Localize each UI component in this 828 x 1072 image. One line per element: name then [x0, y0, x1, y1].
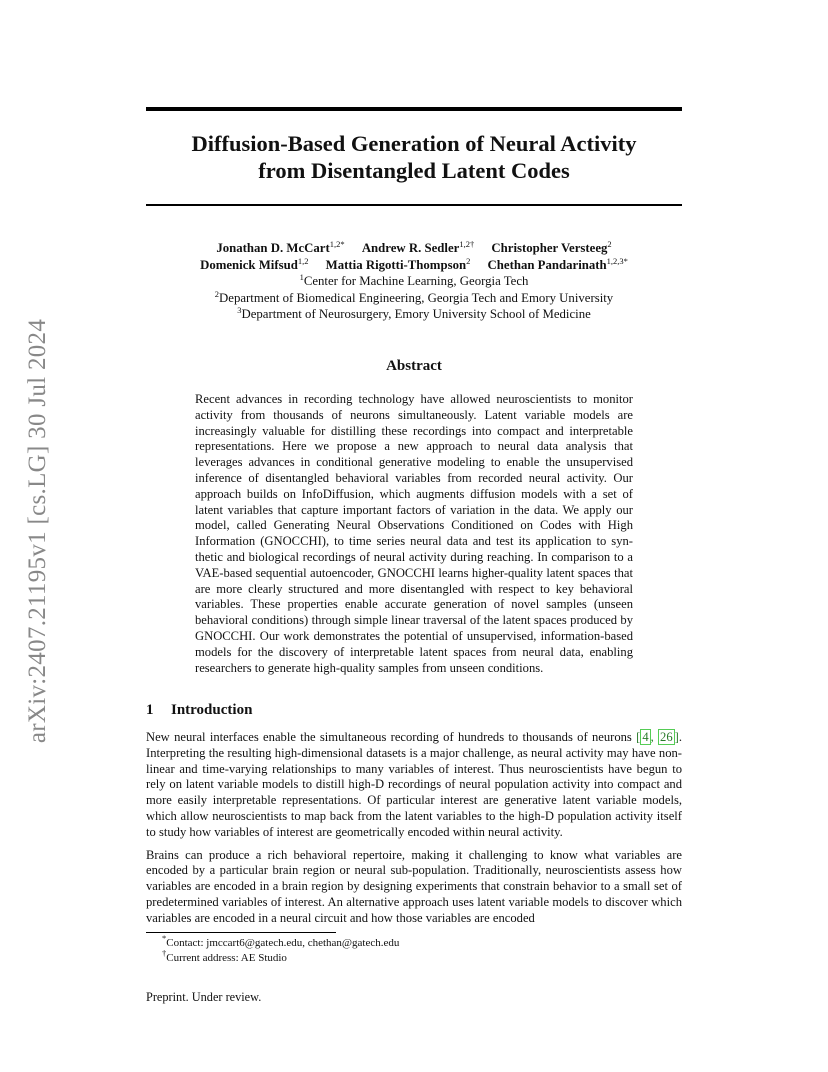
- author-name: Chethan Pandarinath: [487, 257, 607, 272]
- citation-link-26[interactable]: 26: [660, 730, 673, 744]
- section-number: 1: [146, 702, 154, 718]
- author-name: Jonathan D. McCart: [216, 241, 330, 255]
- title-rule-bottom: [146, 204, 682, 206]
- author-sup: 2: [466, 255, 471, 266]
- intro-paragraph-2: Brains can produce a rich behavioral repertoire, making it challenging to know what variables are encoded by a particular brain region or neural sub-population. Traditionally, neuroscientists assess how variables are encoded in a brain region by designing experiments that constrain behavior to a small set of predetermined variables of interest. An alternative approach uses latent variable models to discover which variables are encoded in a neural circuit and how those variables are encoded: [146, 847, 682, 925]
- author-name: Mattia Rigotti-Thompson: [325, 257, 467, 272]
- title-line-2: from Disentangled Latent Codes: [258, 158, 570, 183]
- author-sup: 1,2*: [329, 239, 345, 249]
- affiliation: $^2$Department of Biomedical Engineering, Georgia Tech and Emory University: [214, 288, 614, 305]
- author-sup: 1,2,3*: [606, 255, 628, 266]
- citation-link-4[interactable]: 4: [642, 730, 649, 744]
- affiliation: $^1$Center for Machine Learning, Georgia Tech: [299, 272, 529, 288]
- intro-paragraph-1: New neural interfaces enable the simultaneous recording of hundreds to thousands of neurons [ 4 , 26 ]. Interpreting the resulting high-dimensional datasets is a major challenge, as neural activity may have non-linear and time-varying relationships to many variables of interest. Thus neuroscientists have begun to rely on latent variable models to distill high-D recordings of neural population activity into compact and more easily interpretable representations. Of particular interest are generative latent variable models, which allow neuroscientists to map back from the latent variables to the high-D population activity itself to study how variables of interest are geometrically encoded within neural activity.: [146, 730, 682, 839]
- footnote-contact: *Contact: jmccart6@gatech.edu, chethan@gatech.edu: [162, 933, 400, 949]
- paper-title: [146, 130, 682, 184]
- citation: [ 4 , 26 ]: [636, 730, 679, 744]
- preprint-note: Preprint. Under review.: [146, 990, 262, 1004]
- abstract-heading: Abstract: [386, 358, 442, 374]
- author-sup: 1,2: [297, 255, 309, 266]
- footnote-rule: [146, 932, 336, 933]
- author-sup: 2: [607, 239, 612, 249]
- author-block: [146, 240, 682, 323]
- title-line-1: Diffusion-Based Generation of Neural Activity: [191, 131, 637, 156]
- arxiv-identifier: [18, 296, 58, 766]
- author-name: Andrew R. Sedler: [361, 241, 460, 255]
- footnotes: [146, 933, 682, 965]
- section-heading-introduction: [146, 702, 252, 719]
- title-rule-top: [146, 107, 682, 111]
- author-name: Christopher Versteeg: [491, 241, 608, 255]
- introduction-body: [146, 730, 682, 934]
- abstract-text: Recent advances in recording technology have allowed neuroscientists to monitor activity from thousands of neurons simultaneously. Latent variable models are increasingly valuable for distilling these recordings into compact and interpretable representations. Here we propose a new approach to neural data analysis that leverages advances in conditional generative modeling to enable the unsupervised inference of disentangled behavioral variables from recorded neural activity. Our approach builds on InfoDiffusion, which augments diffusion models with a set of latent variables that capture important factors of variation in the data. We apply our model, called Generating Neural Observations Conditioned on Codes with High Information (GNOCCHI), to time series neural data and test its application to synthetic and biological recordings of neural activity during reaching. In comparison to a VAE-based sequential autoencoder, GNOCCHI learns higher-quality latent spaces that are more clearly structured and more disentangled with respect to key behavioral variables. These properties enable accurate generation of novel samples (unseen behavioral conditions) through simple linear traversal of the latent spaces produced by GNOCCHI. Our work demonstrates the potential of unsupervised, information-based models for the discovery of interpretable latent spaces from neural data, enabling researchers to generate high-quality samples from unseen conditions.: [195, 392, 633, 675]
- arxiv-id-text: arXiv:2407.21195v1 [cs.LG] 30 Jul 2024: [24, 318, 51, 744]
- footnote-address: †Current address: AE Studio: [162, 947, 287, 964]
- section-title: Introduction: [171, 702, 253, 718]
- author-line-2: [146, 257, 682, 274]
- author-name: Domenick Mifsud: [200, 257, 298, 272]
- affiliation: $^3$Department of Neurosurgery, Emory University School of Medicine: [237, 305, 591, 321]
- author-sup: 1,2†: [459, 239, 475, 249]
- author-line-1: [146, 240, 682, 257]
